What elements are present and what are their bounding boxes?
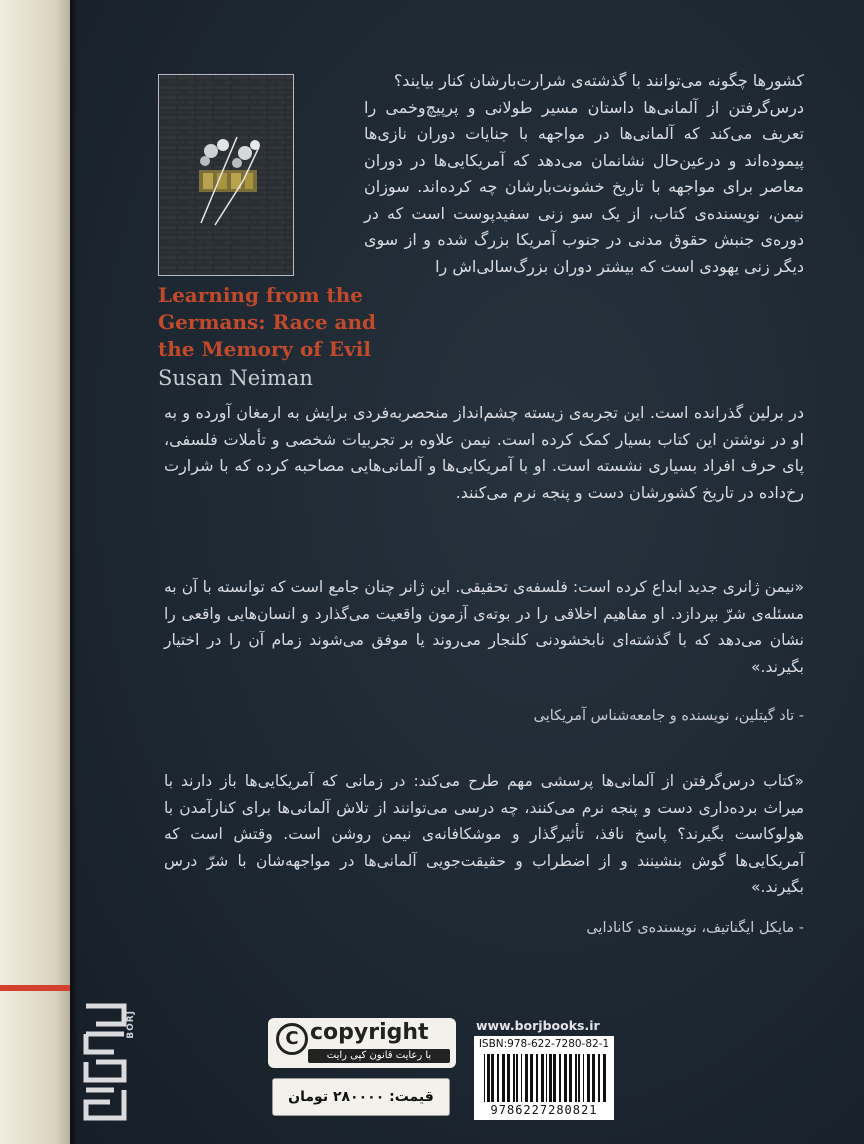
barcode-panel [474, 1036, 614, 1120]
spine-shadow [70, 0, 78, 1144]
blurb-paragraph-top: درس‌گرفتن از آلمانی‌ها داستان مسیر طولانی و پرپیچ‌وخمی را تعریف می‌کند که آلمانی‌ها در مواجهه با جنایات دوران نازی‌ها پیموده‌اند و درعین‌حال نشانمان می‌دهد که آمریکایی‌ها در دوران معاصر برای مواجهه با تاریخ خشونت‌بارشان چه کرده‌اند. سوزان نیمن، نویسنده‌ی کتاب، از یک سو زنی سفیدپوست است که در دوره‌ی جنبش حقوق مدنی در جنوب آمریکا بزرگ شده و از سوی دیگر زنی یهودی است که بیشتر دوران بزرگ‌سالی‌اش را [364, 97, 804, 276]
review-quote-1-attribution: - تاد گیتلین، نویسنده و جامعه‌شناس آمریکایی [533, 708, 804, 724]
intro-question: کشورها چگونه می‌توانند با گذشته‌ی شرارت‌بارشان کنار بیایند؟ [393, 71, 804, 90]
publisher-brand: BORJ [126, 1010, 136, 1039]
review-quote-2-attribution: - مایکل ایگناتیف، نویسنده‌ی کانادایی [586, 920, 804, 936]
spine-stripe [0, 985, 70, 991]
english-title: Learning from the Germans: Race and the Memory of Evil [158, 283, 376, 361]
barcode-icon [484, 1054, 608, 1102]
isbn-text: ISBN:978-622-7280-82-1 [478, 1038, 610, 1050]
price-label: قیمت: ۲۸۰۰۰۰ تومان [272, 1078, 450, 1116]
blurb-paragraph-bottom: در برلین گذرانده است. این تجربه‌ی زیسته چشم‌انداز منحصربه‌فردی برایش به ارمغان آورده و به او در نوشتن این کتاب بسیار کمک کرده است. نیمن علاوه بر تجربیات شخصی و تأملات فلسفی، پای حرف افراد بسیاری نشسته است. او با آمریکایی‌ها و آلمانی‌هایی مصاحبه کرده که با شرارت رخ‌داده در تاریخ کشورشان دست و پنجه نرم می‌کنند. [164, 403, 804, 502]
copyright-icon: C [276, 1023, 308, 1055]
cover-art-image [159, 75, 293, 275]
book-spine [0, 0, 70, 1144]
borj-logo-icon [82, 1002, 128, 1122]
copyright-badge [268, 1018, 456, 1068]
blurb-top [364, 68, 804, 280]
publisher-website: www.borjbooks.ir [476, 1018, 600, 1033]
copyright-subtitle: با رعایت قانون کپی رایت [308, 1049, 450, 1063]
english-author: Susan Neiman [158, 366, 313, 390]
review-quote-1: «نیمن ژانری جدید ابداع کرده است: فلسفه‌ی تحقیقی. این ژانر چنان جامع است که توانسته با آن به مسئله‌ی شرّ بپردازد. او مفاهیم اخلاقی را در بوته‌ی آزمون واقعیت می‌گذارد و انسان‌هایی واقعی را نشان می‌دهد که با گذشته‌ای نابخشودنی کلنجار می‌روند یا موفق می‌شوند زمام آن را در اختیار بگیرند.» [164, 578, 804, 676]
barcode-number: 9786227280821 [490, 1103, 598, 1117]
review-quote-2: «کتاب درس‌گرفتن از آلمانی‌ها پرسشی مهم طرح می‌کند: در زمانی که آمریکایی‌ها باز دارند با میراث برده‌داری دست و پنجه نرم می‌کنند، چه درسی می‌توانند از تلاش آلمانی‌ها برای کنارآمدن با هولوکاست بگیرند؟ پاسخ نافذ، تأثیرگذار و موشکافانه‌ی نیمن روشن است. وقتش است که آمریکایی‌ها گوش بنشینند و از اضطراب و حقیقت‌جویی آلمانی‌ها در مواجهه‌شان با شرّ درس بگیرند.» [164, 772, 804, 896]
front-cover-thumbnail [158, 74, 294, 276]
copyright-word: copyright [310, 1020, 429, 1045]
